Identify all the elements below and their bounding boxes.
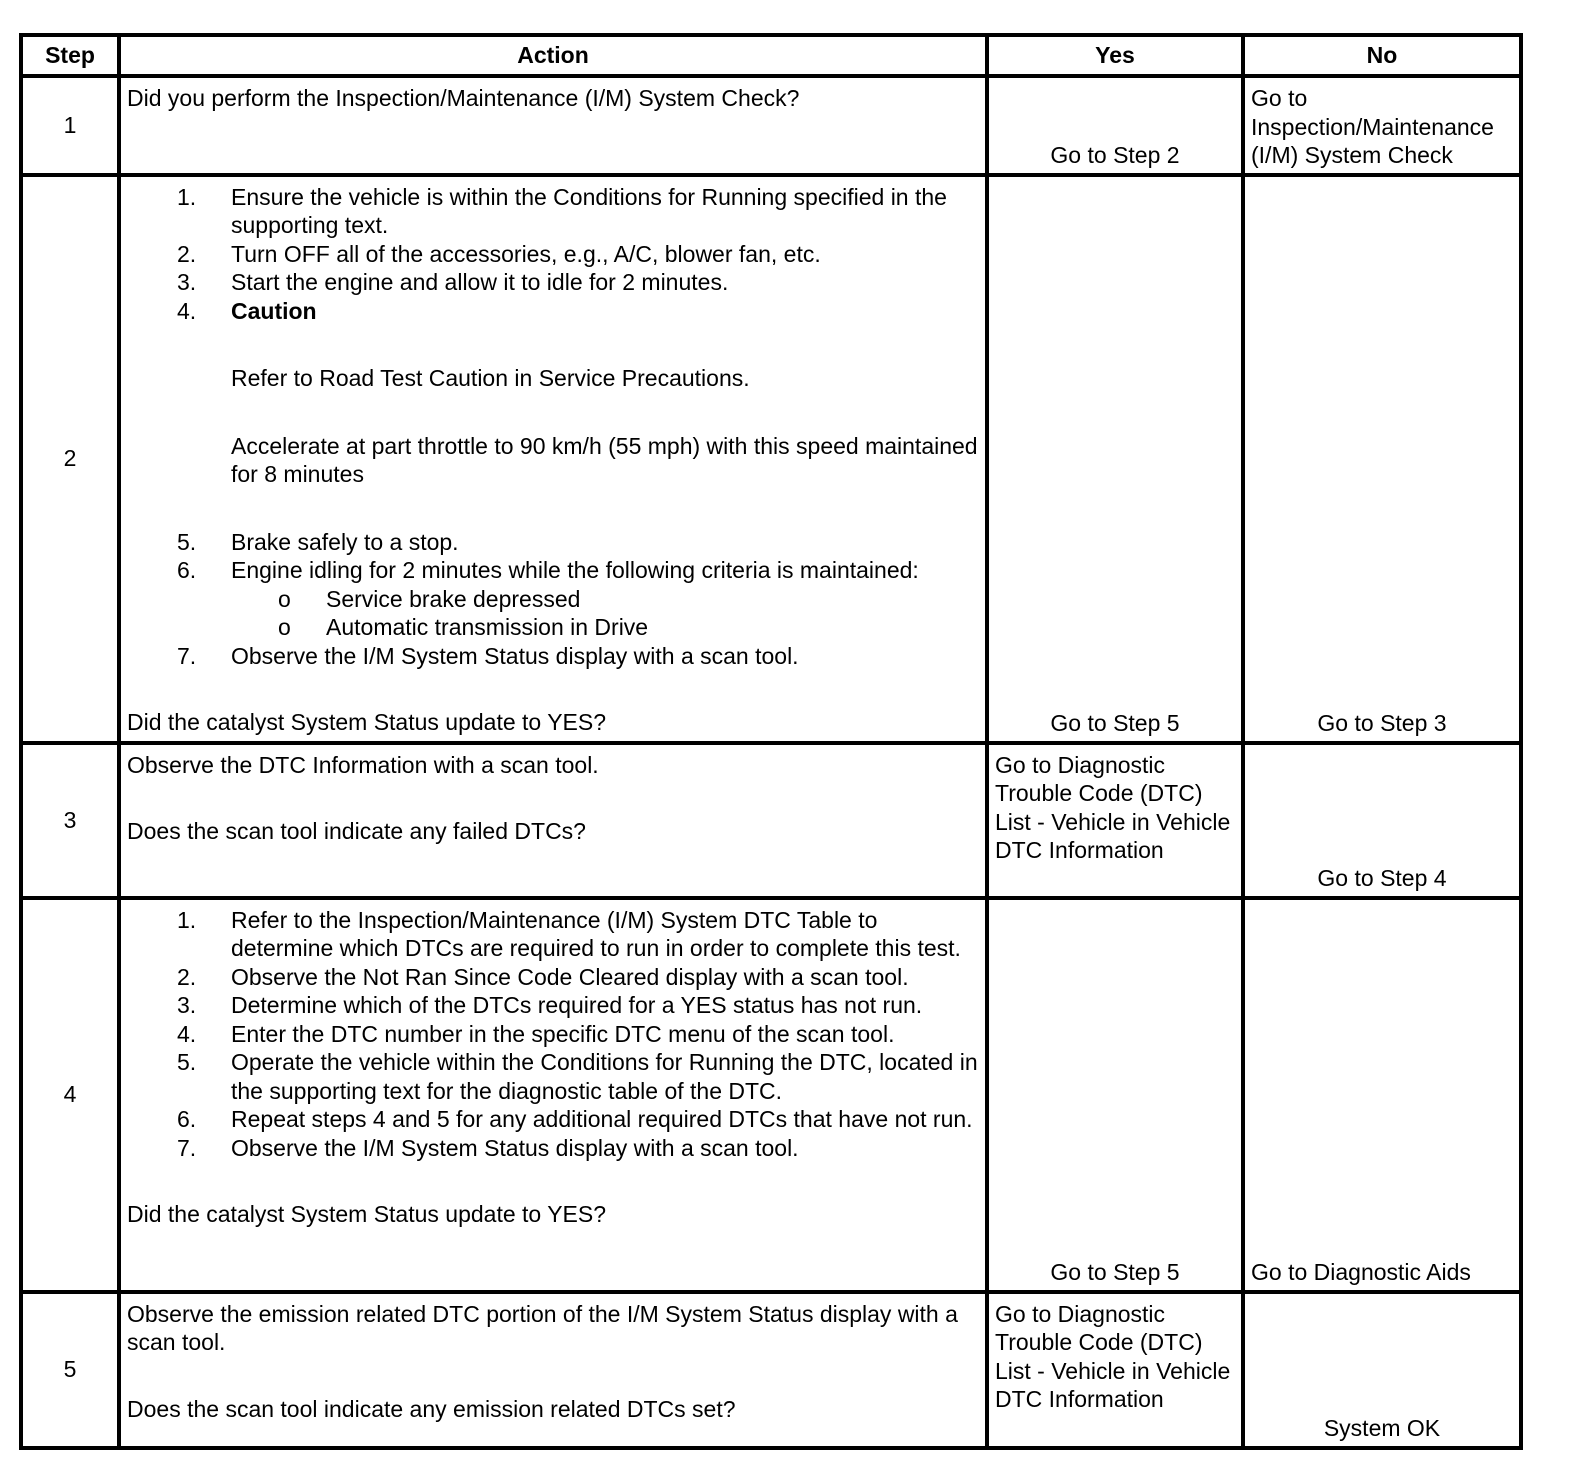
sub-list-item: [278, 613, 979, 642]
table-row: [21, 76, 1521, 175]
action-cell: [119, 898, 987, 1292]
list-number: 4.: [177, 1020, 197, 1047]
list-item: [177, 1020, 979, 1049]
list-item: [177, 268, 979, 297]
no-cell: Go to Step 4: [1243, 743, 1521, 898]
sub-list-item: [278, 585, 979, 614]
action-question: Does the scan tool indicate any emission related DTCs set?: [127, 1395, 736, 1422]
action-cell: [119, 175, 987, 743]
list-text: Operate the vehicle within the Conditions for Running the DTC, located in the supporting text for the diagnostic table of the DTC.: [231, 1049, 978, 1104]
list-number: 2.: [177, 240, 197, 267]
table-row: [21, 175, 1521, 743]
list-number: 5.: [177, 1049, 197, 1075]
list-text: Turn OFF all of the accessories, e.g., A/C, blower fan, etc.: [231, 240, 821, 267]
action-cell: [119, 76, 987, 175]
list-item: [177, 1048, 979, 1105]
diagnostic-table: [19, 33, 1523, 1450]
list-number: 1.: [177, 906, 197, 933]
no-cell: Go to Inspection/Maintenance (I/M) System Check: [1243, 76, 1521, 175]
no-cell: Go to Step 3: [1243, 175, 1521, 743]
list-text: Brake safely to a stop.: [231, 528, 459, 555]
list-number: 6.: [177, 1106, 197, 1132]
header-action: Action: [119, 35, 987, 76]
action-cell: [119, 1292, 987, 1448]
no-cell: System OK: [1243, 1292, 1521, 1448]
list-number: 4.: [177, 297, 197, 324]
bullet: o: [278, 614, 291, 640]
action-question: Did you perform the Inspection/Maintenance (I/M) System Check?: [127, 85, 800, 111]
step-number: 1: [21, 76, 119, 175]
action-instruction: Observe the DTC Information with a scan tool.: [127, 751, 599, 778]
list-text: Ensure the vehicle is within the Conditions for Running specified in the supporting text.: [231, 183, 947, 238]
list-number: 3.: [177, 269, 197, 295]
list-text: Observe the I/M System Status display with a scan tool.: [231, 642, 799, 669]
header-no: No: [1243, 35, 1521, 76]
list-item: [177, 556, 979, 585]
list-number: 1.: [177, 183, 197, 210]
yes-cell: Go to Diagnostic Trouble Code (DTC) List - Vehicle in Vehicle DTC Information: [987, 1292, 1243, 1448]
header-row: [21, 35, 1521, 76]
list-item: [177, 240, 979, 269]
action-cell: [119, 743, 987, 898]
action-question: Does the scan tool indicate any failed DTCs?: [127, 818, 586, 844]
table-row: [21, 743, 1521, 898]
list-item: [177, 1134, 979, 1163]
action-question: Did the catalyst System Status update to YES?: [127, 1201, 607, 1227]
list-item: [177, 528, 979, 557]
list-text: Observe the Not Ran Since Code Cleared display with a scan tool.: [231, 963, 909, 990]
header-yes: Yes: [987, 35, 1243, 76]
list-item: [177, 963, 979, 992]
step-number: 4: [21, 898, 119, 1292]
list-text: Determine which of the DTCs required for a YES status has not run.: [231, 992, 923, 1018]
no-cell: Go to Diagnostic Aids: [1243, 898, 1521, 1292]
list-text: Enter the DTC number in the specific DTC menu of the scan tool.: [231, 1020, 895, 1047]
list-number: 3.: [177, 992, 197, 1018]
list-text: Repeat steps 4 and 5 for any additional required DTCs that have not run.: [231, 1106, 973, 1132]
header-step: Step: [21, 35, 119, 76]
list-number: 7.: [177, 1134, 197, 1161]
yes-cell: Go to Step 5: [987, 175, 1243, 743]
step-number: 3: [21, 743, 119, 898]
list-item: [177, 642, 979, 671]
action-steps-list: [127, 183, 979, 671]
yes-cell: Go to Diagnostic Trouble Code (DTC) List - Vehicle in Vehicle DTC Information: [987, 743, 1243, 898]
action-steps-list: [127, 906, 979, 1163]
yes-cell: Go to Step 5: [987, 898, 1243, 1292]
step-number: 2: [21, 175, 119, 743]
list-text: Observe the I/M System Status display with a scan tool.: [231, 1134, 799, 1161]
list-item: [177, 1105, 979, 1134]
table-row: [21, 898, 1521, 1292]
road-test-instruction: Accelerate at part throttle to 90 km/h (55 mph) with this speed maintained for 8 minutes: [231, 432, 978, 487]
action-question: Did the catalyst System Status update to YES?: [127, 709, 607, 735]
action-instruction: Observe the emission related DTC portion of the I/M System Status display with a scan tool.: [127, 1300, 958, 1355]
bullet: o: [278, 585, 291, 612]
list-number: 6.: [177, 557, 197, 583]
list-number: 2.: [177, 963, 197, 990]
caution-note: Refer to Road Test Caution in Service Precautions.: [231, 365, 750, 391]
list-item: [177, 183, 979, 240]
list-text: Refer to the Inspection/Maintenance (I/M) System DTC Table to determine which DTCs are required to run in order to complete this test.: [231, 906, 961, 961]
step-number: 5: [21, 1292, 119, 1448]
list-item: [177, 991, 979, 1020]
list-text: Automatic transmission in Drive: [326, 614, 649, 640]
list-number: 7.: [177, 642, 197, 669]
list-number: 5.: [177, 528, 197, 555]
table-row: [21, 1292, 1521, 1448]
list-text: Engine idling for 2 minutes while the following criteria is maintained:: [231, 557, 919, 583]
list-text: Service brake depressed: [326, 585, 581, 612]
list-item: [177, 906, 979, 963]
list-text: Start the engine and allow it to idle for 2 minutes.: [231, 269, 729, 295]
list-item: [177, 297, 979, 528]
yes-cell: Go to Step 2: [987, 76, 1243, 175]
caution-label: Caution: [231, 297, 317, 324]
